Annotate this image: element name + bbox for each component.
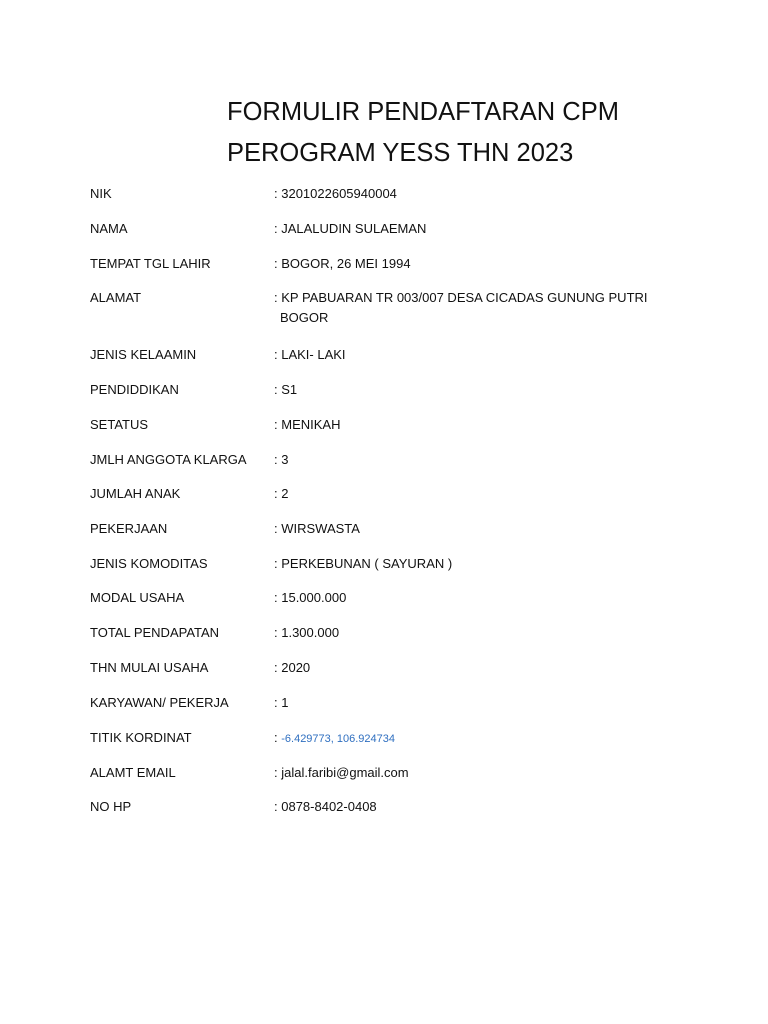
field-label: JENIS KELAAMIN [90,347,197,362]
field-label: PENDIDDIKAN [90,382,179,397]
field-value [274,730,395,745]
field-value-text: 15.000.000 [281,590,347,605]
field-value [274,347,346,362]
field-separator: : [274,452,282,467]
form-title [227,92,619,174]
field-label: SETATUS [90,417,149,432]
field-value-text: 1.300.000 [281,625,340,640]
field-label: ALAMAT [90,290,142,305]
field-separator: : [274,660,282,675]
field-separator: : [274,521,282,536]
field-value-text: BOGOR, 26 MEI 1994 [281,256,411,271]
field-label: NAMA [90,221,128,236]
form-title-line-2: PEROGRAM YESS THN 2023 [227,139,574,167]
field-value-continuation: BOGOR [280,310,329,325]
field-separator: : [274,765,282,780]
field-label: NIK [90,186,112,201]
field-separator: : [274,186,282,201]
field-separator: : [274,730,282,745]
field-separator: : [274,417,282,432]
field-value [274,765,409,780]
field-separator: : [274,625,282,640]
field-value [274,486,288,501]
form-title-line-1: FORMULIR PENDAFTARAN CPM [227,98,619,126]
field-label: JMLH ANGGOTA KLARGA [90,452,247,467]
field-value [274,660,310,675]
field-label: TOTAL PENDAPATAN [90,625,220,640]
field-label: TITIK KORDINAT [90,730,192,745]
field-value-text: PERKEBUNAN ( SAYURAN ) [281,556,453,571]
field-value-text: MENIKAH [281,417,341,432]
field-value [274,256,411,271]
field-value-text: 3 [281,452,289,467]
field-value-text: jalal.faribi@gmail.com [281,765,409,780]
coordinate-link[interactable]: -6.429773, 106.924734 [281,733,396,745]
field-value [274,590,346,605]
field-value-text: 3201022605940004 [281,186,397,201]
field-separator: : [274,590,282,605]
field-label: MODAL USAHA [90,590,185,605]
field-value [274,799,377,814]
field-value-text: JALALUDIN SULAEMAN [281,221,427,236]
field-separator: : [274,221,282,236]
field-separator: : [274,695,282,710]
field-label: NO HP [90,799,132,814]
field-separator: : [274,256,282,271]
field-value-text: 1 [281,695,289,710]
field-value-text: WIRSWASTA [281,521,360,536]
field-separator: : [274,347,282,362]
field-value-text: S1 [281,382,298,397]
field-label: KARYAWAN/ PEKERJA [90,695,229,710]
field-value [274,452,288,467]
field-value-text: 2020 [281,660,311,675]
field-label: JENIS KOMODITAS [90,556,208,571]
field-label: PEKERJAAN [90,521,168,536]
field-label: ALAMT EMAIL [90,765,176,780]
field-value-text: LAKI- LAKI [281,347,346,362]
field-value [274,186,397,201]
field-value [274,221,426,236]
field-separator: : [274,799,282,814]
field-value [274,521,360,536]
field-value-text: KP PABUARAN TR 003/007 DESA CICADAS GUNUNG PUTRI [281,290,648,305]
field-separator: : [274,382,282,397]
field-value [274,290,648,325]
field-value [274,382,297,397]
field-separator: : [274,290,282,305]
field-value-text: 0878-8402-0408 [281,799,377,814]
field-separator: : [274,556,282,571]
field-label: THN MULAI USAHA [90,660,209,675]
field-label: JUMLAH ANAK [90,486,181,501]
field-value [274,417,340,432]
field-value [274,556,452,571]
field-value-text: 2 [281,486,289,501]
field-label: TEMPAT TGL LAHIR [90,256,211,271]
field-value [274,695,288,710]
field-separator: : [274,486,282,501]
field-value [274,625,339,640]
